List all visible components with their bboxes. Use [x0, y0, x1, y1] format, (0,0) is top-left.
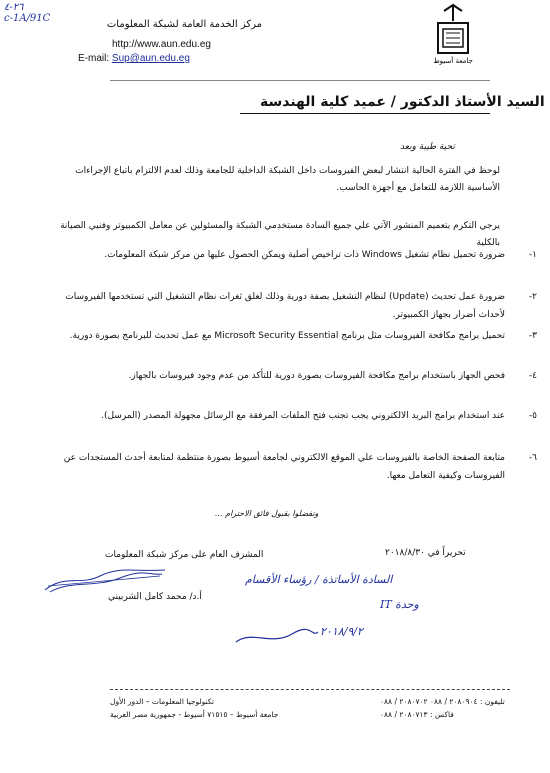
handwritten-it-unit: وحدة IT: [380, 598, 419, 611]
signer-name: أ.د/ محمد كامل الشربيني: [108, 592, 202, 602]
list-item-text: ضرورة عمل تحديث (Update) لنظام التشغيل بصفة دورية وذلك لغلق ثغرات نظام التشغيل التي تستخدمها الفيروسات لأحداث أضرار بجهاز الكمبيوتر.: [65, 292, 505, 320]
issue-date: تحريراً في ٢٠١٨/٨/٣٠: [385, 548, 466, 558]
center-email: [78, 53, 190, 64]
closing-line: وتفضلوا بقبول فائق الاحترام ...: [215, 509, 319, 518]
footer-divider: [110, 689, 510, 690]
center-name: مركز الخدمة العامة لشبكة المعلومات: [106, 19, 262, 30]
handwritten-forward-line: السادة الأساتذة / رؤساء الأقسام: [245, 573, 393, 586]
supervisor-title: المشرف العام على مركز شبكة المعلومات: [105, 550, 264, 560]
list-item: [60, 288, 537, 324]
center-url-link[interactable]: http://www.aun.edu.eg: [112, 39, 211, 50]
email-link[interactable]: Sup@aun.edu.eg: [111, 53, 190, 64]
svg-text:جامعة أسيوط: جامعة أسيوط: [433, 57, 473, 65]
intro-paragraph: لوحظ في الفترة الحالية انتشار لبعض الفيروسات داخل الشبكة الداخلية للجامعة وذلك لعدم الالتزام باتباع الإجراءات الأساسية اللازمة للتعامل مع أجهزة الحاسب.: [75, 166, 500, 193]
footer-address-line2: جامعة أسيوط – ٧١٥١٥ أسيوط - جمهورية مصر العربية: [110, 710, 279, 719]
email-label: E-mail:: [78, 53, 110, 64]
list-item-number: ٦-: [528, 453, 537, 463]
list-item-number: ٥-: [528, 411, 537, 421]
list-item: [60, 327, 537, 345]
handwritten-date: ٢٠١٨/٩/٢: [320, 625, 363, 638]
list-item-text: متابعة الصفحة الخاصة بالفيروسات علي الموقع الالكتروني لجامعة أسيوط بصورة منتظمة لمتابعة أحدث المستجدات عن الفيروسات وكيفية التعامل معها.: [63, 453, 505, 481]
handwritten-scribble: [232, 628, 322, 648]
list-item-text: عند استخدام برامج البريد الالكتروني يجب تجنب فتح الملفات المرفقة مع الرسائل مجهولة المصدر (المرسل).: [101, 411, 505, 421]
list-item: [60, 449, 537, 485]
list-item-text: ضرورة تحميل نظام تشغيل Windows ذات تراخيص أصلية ويمكن الحصول عليها من مركز شبكة المعلومات.: [104, 250, 505, 260]
list-item: [60, 407, 537, 425]
request-paragraph: يرجي التكرم بتعميم المنشور الآتي علي جميع السادة مستخدمي الشبكة والمسئولين عن معامل الكمبيوتر وفنيي الصيانة بالكلية: [60, 221, 500, 248]
footer-address-line1: تكنولوجيا المعلومات – الدور الأول: [110, 697, 215, 706]
footer-fax: فاكس : ٢٠٨٠٧١٣ / ٠٨٨: [380, 710, 454, 719]
greeting: تحية طيبة وبعد: [400, 142, 455, 152]
list-item-text: فحص الجهاز باستخدام برامج مكافحة الفيروسات بصورة دورية للتأكد من عدم وجود فيروسات بالجهاز.: [128, 371, 505, 381]
list-item-text: تحميل برامج مكافحة الفيروسات مثل برنامج Microsoft Security Essential مع عمل تحديث للبرنامج بصورة دورية.: [69, 331, 505, 341]
addressee-heading: السيد الأستاذ الدكتور / عميد كلية الهندسة: [260, 94, 545, 110]
handwritten-reference-code: ٢٦-٤ c-1A/91C: [4, 2, 51, 24]
list-item-number: ٢-: [528, 292, 537, 302]
list-item-number: ٣-: [528, 331, 537, 341]
header-divider: [110, 80, 490, 81]
list-item: [60, 367, 537, 385]
footer-phone: تليفون : ٢٠٨٠٩٠٤ / ٠٨٨ ٢٠٨٠٧٠٢ / ٠٨٨: [380, 697, 505, 706]
list-item-number: ١-: [528, 250, 537, 260]
list-item: [60, 246, 537, 264]
list-item-number: ٤-: [528, 371, 537, 381]
university-logo: [430, 3, 476, 67]
addressee-underline: [240, 113, 490, 114]
